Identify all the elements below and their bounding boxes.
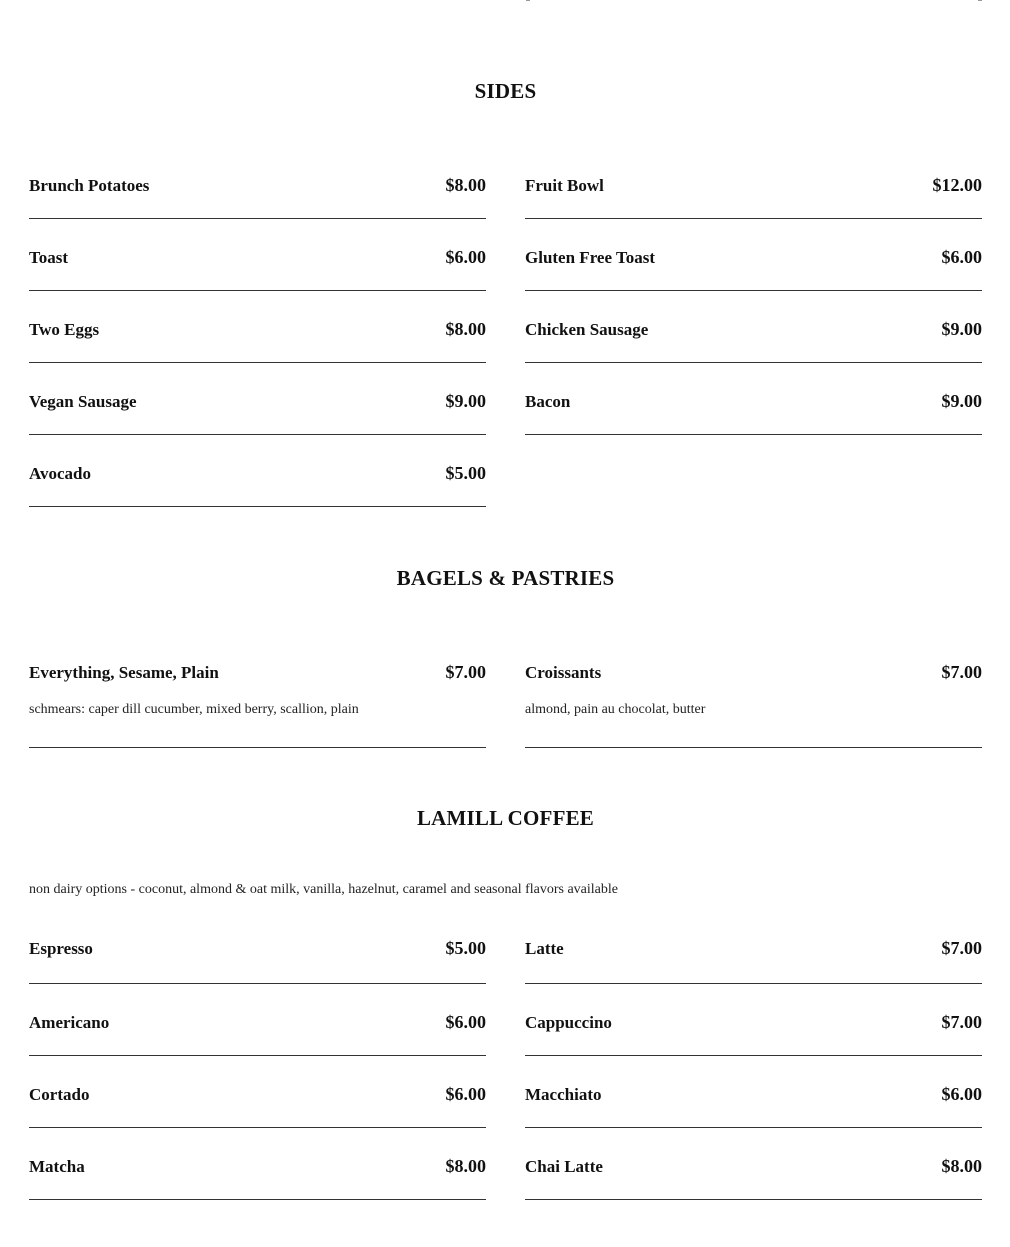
item-price: $7.00 bbox=[941, 1012, 982, 1032]
item-price: $6.00 bbox=[941, 1084, 982, 1104]
item-price: $5.00 bbox=[445, 938, 486, 958]
menu-item bbox=[525, 149, 982, 219]
menu-item bbox=[29, 1056, 486, 1128]
item-name: Fruit Bowl bbox=[525, 176, 604, 195]
item-name: Toast bbox=[29, 248, 69, 267]
divider-fragment bbox=[978, 0, 982, 1]
item-price: $8.00 bbox=[445, 319, 486, 339]
menu-item bbox=[525, 1056, 982, 1128]
divider-fragment bbox=[526, 0, 530, 1]
item-price: $8.00 bbox=[445, 175, 486, 195]
menu-item bbox=[29, 435, 486, 507]
menu-item bbox=[525, 219, 982, 291]
item-name: Cortado bbox=[29, 1085, 90, 1104]
menu-item bbox=[525, 912, 982, 984]
item-price: $7.00 bbox=[445, 662, 486, 682]
menu-item bbox=[525, 636, 982, 748]
item-name: Bacon bbox=[525, 392, 571, 411]
menu-item bbox=[29, 291, 486, 363]
menu-item bbox=[29, 363, 486, 435]
item-price: $6.00 bbox=[445, 1012, 486, 1032]
item-name: Two Eggs bbox=[29, 320, 100, 339]
menu-item bbox=[525, 984, 982, 1056]
item-price: $8.00 bbox=[445, 1156, 486, 1176]
item-name: Chai Latte bbox=[525, 1157, 603, 1176]
menu-item bbox=[29, 149, 486, 219]
menu-item bbox=[29, 984, 486, 1056]
item-price: $8.00 bbox=[941, 1156, 982, 1176]
section-title: LAMILL COFFEE bbox=[416, 806, 595, 830]
item-name: Americano bbox=[29, 1013, 110, 1032]
item-price: $7.00 bbox=[941, 938, 982, 958]
item-name: Vegan Sausage bbox=[29, 392, 137, 411]
menu-item bbox=[29, 912, 486, 984]
item-price: $7.00 bbox=[941, 662, 982, 682]
item-name: Matcha bbox=[29, 1157, 85, 1176]
item-description: almond, pain au chocolat, butter bbox=[525, 702, 706, 717]
item-price: $6.00 bbox=[941, 247, 982, 267]
item-price: $9.00 bbox=[941, 319, 982, 339]
menu-item bbox=[525, 363, 982, 435]
item-price: $12.00 bbox=[932, 175, 982, 195]
item-price: $9.00 bbox=[445, 391, 486, 411]
sides-section bbox=[29, 79, 982, 507]
bagels-pastries-section bbox=[29, 566, 982, 748]
item-name: Croissants bbox=[525, 663, 602, 682]
menu-item bbox=[29, 1128, 486, 1200]
bagels-grid bbox=[29, 636, 982, 748]
item-name: Macchiato bbox=[525, 1085, 602, 1104]
coffee-grid bbox=[29, 912, 982, 1200]
menu-item bbox=[525, 1128, 982, 1200]
item-price: $9.00 bbox=[941, 391, 982, 411]
item-name: Cappuccino bbox=[525, 1013, 612, 1032]
coffee-note: non dairy options - coconut, almond & oat milk, vanilla, hazelnut, caramel and seasonal flavors available bbox=[29, 882, 618, 897]
item-price: $6.00 bbox=[445, 1084, 486, 1104]
menu-item bbox=[525, 291, 982, 363]
item-name: Latte bbox=[525, 939, 564, 958]
item-price: $5.00 bbox=[445, 463, 486, 483]
item-name: Chicken Sausage bbox=[525, 320, 649, 339]
menu-item bbox=[29, 219, 486, 291]
item-name: Gluten Free Toast bbox=[525, 248, 656, 267]
item-price: $6.00 bbox=[445, 247, 486, 267]
item-name: Avocado bbox=[29, 464, 92, 483]
item-name: Brunch Potatoes bbox=[29, 176, 150, 195]
item-name: Everything, Sesame, Plain bbox=[29, 663, 219, 682]
coffee-section bbox=[29, 806, 982, 1200]
item-description: schmears: caper dill cucumber, mixed berry, scallion, plain bbox=[29, 702, 359, 717]
section-title: SIDES bbox=[474, 79, 537, 103]
sides-grid bbox=[29, 149, 982, 507]
section-title: BAGELS & PASTRIES bbox=[396, 566, 615, 590]
item-name: Espresso bbox=[29, 939, 93, 958]
menu-item bbox=[29, 636, 486, 748]
previous-section-edge bbox=[0, 0, 1010, 2]
